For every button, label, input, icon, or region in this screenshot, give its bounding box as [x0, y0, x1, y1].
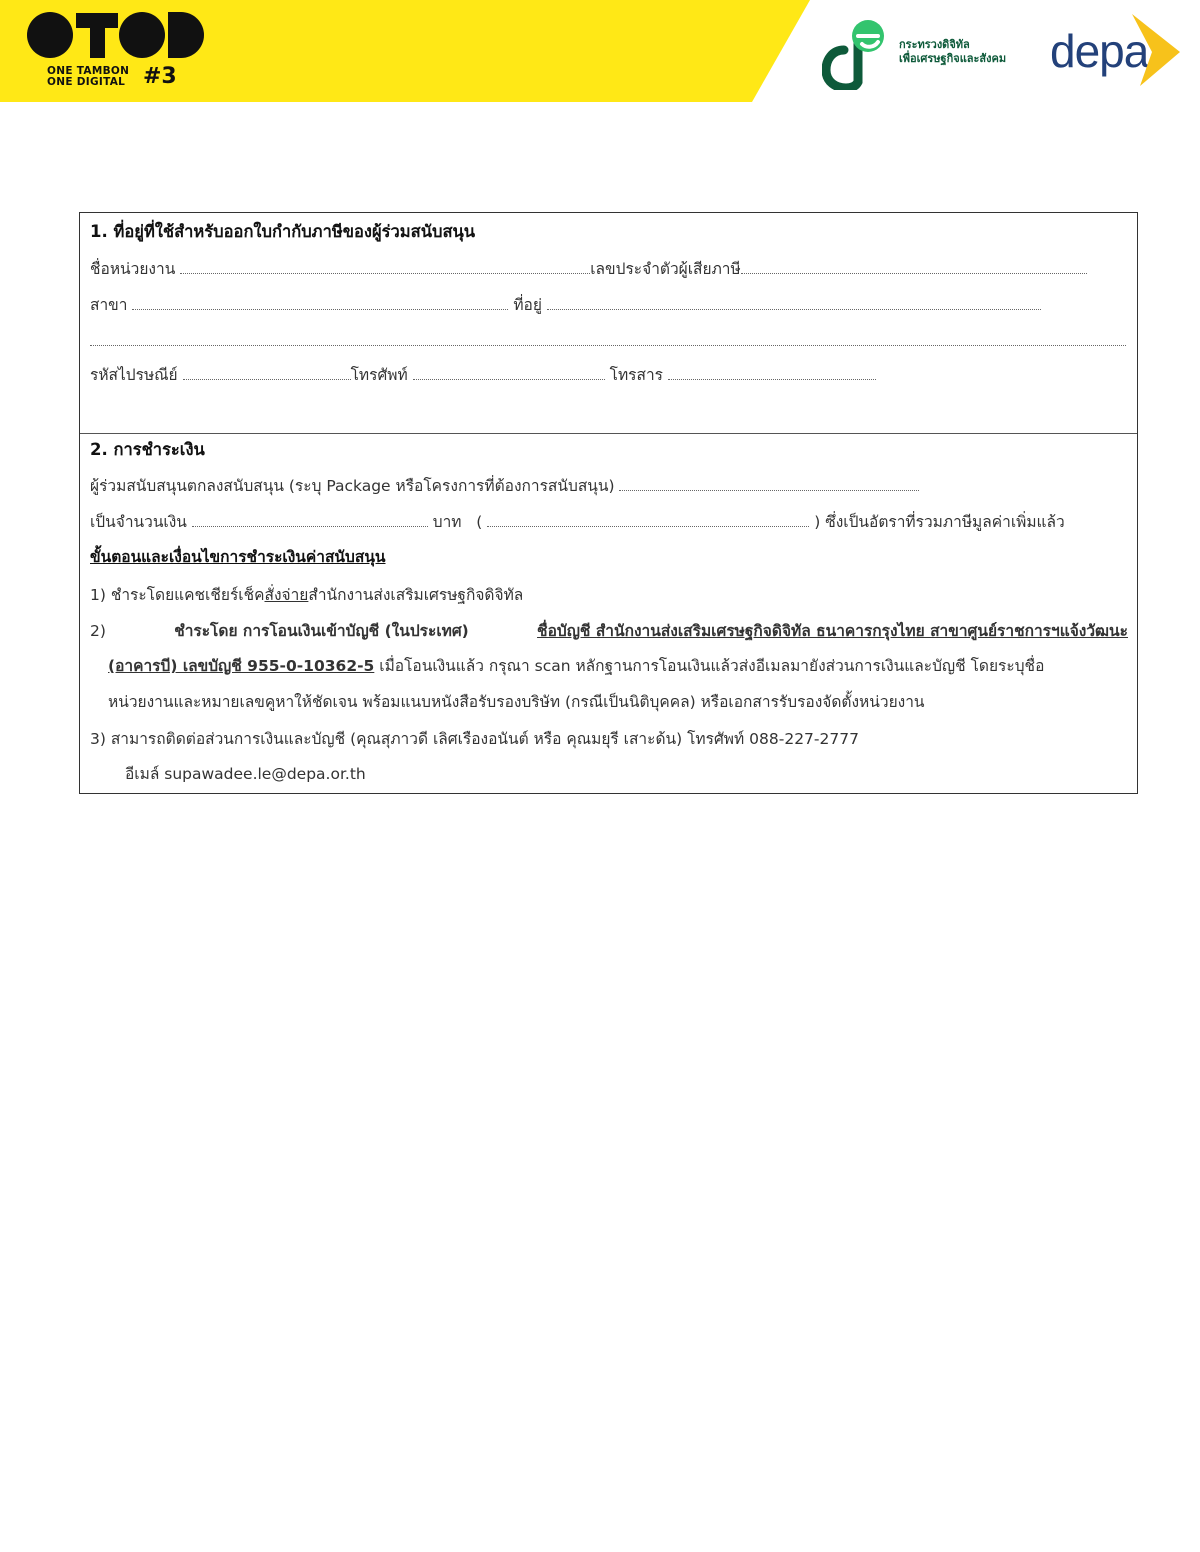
fax-label: โทรสาร — [609, 366, 663, 384]
branch-field[interactable] — [132, 295, 508, 310]
amount-row — [90, 512, 1065, 532]
depa-arrow-icon — [1126, 12, 1182, 88]
baht-label: บาท — [432, 513, 462, 531]
section1-title: 1. ที่อยู่ที่ใช้สำหรับออกใบกำกับภาษีของผู้ร่วมสนับสนุน — [90, 222, 476, 241]
fax-field[interactable] — [668, 365, 876, 380]
contact-email: อีเมล์ supawadee.le@depa.or.th — [125, 765, 366, 783]
otod-number: #3 — [143, 64, 177, 89]
mdes-logo-icon — [822, 16, 892, 90]
section-payment — [80, 434, 1137, 794]
address-label: ที่อยู่ — [513, 296, 542, 314]
payment-form — [79, 212, 1138, 794]
account-number: (อาคารบี) เลขบัญชี 955-0-10362-5 — [108, 657, 375, 675]
page-header — [0, 0, 1200, 102]
depa-logo-text: depa — [1050, 25, 1149, 77]
tax-id-field[interactable] — [741, 259, 1087, 274]
agree-text: ผู้ร่วมสนับสนุนตกลงสนับสนุน (ระบุ Package หรือโครงการที่ต้องการสนับสนุน) — [90, 477, 615, 495]
org-field[interactable] — [180, 259, 590, 274]
item1-suffix: สำนักงานส่งเสริมเศรษฐกิจดิจิทัล — [308, 586, 524, 604]
item2-prefix: 2) — [90, 622, 106, 640]
vat-text: ) ซึ่งเป็นอัตราที่รวมภาษีมูลค่าเพิ่มแล้ว — [814, 513, 1065, 531]
condition-item-2-line3: หน่วยงานและหมายเลขคูหาให้ชัดเจน พร้อมแนบหนังสือรับรองบริษัท (กรณีเป็นนิติบุคคล) หรือเอกสารรับรองจัดตั้งหน่วยงาน — [108, 693, 925, 711]
amount-label: เป็นจำนวนเงิน — [90, 513, 187, 531]
agree-row — [90, 476, 919, 496]
tax-id-label: เลขประจำตัวผู้เสียภาษี — [590, 260, 741, 278]
item2-line2-rest: เมื่อโอนเงินแล้ว กรุณา scan หลักฐานการโอนเงินแล้วส่งอีเมลมายังส่วนการเงินและบัญชี โดยระบุชื่อ — [379, 657, 1045, 675]
address-field[interactable] — [547, 295, 1041, 310]
postal-label: รหัสไปรษณีย์ — [90, 366, 178, 384]
condition-item-2-line2 — [108, 656, 1044, 676]
ministry-line1: กระทรวงดิจิทัล — [899, 38, 970, 51]
section-tax-invoice-address — [80, 213, 1137, 434]
otod-sub-line1: ONE TAMBON — [47, 65, 130, 77]
org-label: ชื่อหน่วยงาน — [90, 260, 176, 278]
org-row — [90, 259, 1087, 279]
item1-underlined: สั่งจ่าย — [264, 586, 309, 604]
branch-label: สาขา — [90, 296, 128, 314]
otod-sub-line2: ONE DIGITAL — [47, 76, 126, 88]
condition-item-3: 3) สามารถติดต่อส่วนการเงินและบัญชี (คุณสุภาวดี เลิศเรืองอนันต์ หรือ คุณมยุรี เสาะด้น) โทรศัพท์ 088-227-2777 — [90, 730, 859, 748]
item1-prefix: 1) ชำระโดยแคชเชียร์เช็ค — [90, 586, 265, 604]
ministry-line2: เพื่อเศรษฐกิจและสังคม — [899, 52, 1007, 65]
ministry-name — [899, 38, 1006, 66]
condition-item-2-line1 — [90, 621, 1128, 641]
item2-bold: ชำระโดย การโอนเงินเข้าบัญชี (ในประเทศ) — [174, 622, 469, 640]
package-field[interactable] — [619, 476, 919, 491]
contact-row — [90, 365, 876, 385]
section2-title: 2. การชำระเงิน — [90, 440, 205, 459]
conditions-title: ขั้นตอนและเงื่อนไขการชำระเงินค่าสนับสนุน — [90, 548, 386, 566]
address-continuation-row — [90, 331, 1126, 351]
amount-words-field[interactable] — [487, 512, 809, 527]
open-paren: ( — [476, 513, 483, 531]
address-field-line2[interactable] — [90, 331, 1126, 346]
condition-item-1 — [90, 585, 523, 605]
otod-subtitle — [47, 64, 177, 89]
account-name: ชื่อบัญชี สำนักงานส่งเสริมเศรษฐกิจดิจิทัล ธนาคารกรุงไทย สาขาศูนย์ราชการฯแจ้งวัฒนะ — [537, 622, 1128, 640]
phone-label: โทรศัพท์ — [350, 366, 408, 384]
branch-row — [90, 295, 1041, 315]
phone-field[interactable] — [413, 365, 605, 380]
amount-field[interactable] — [192, 512, 428, 527]
postal-field[interactable] — [183, 365, 351, 380]
